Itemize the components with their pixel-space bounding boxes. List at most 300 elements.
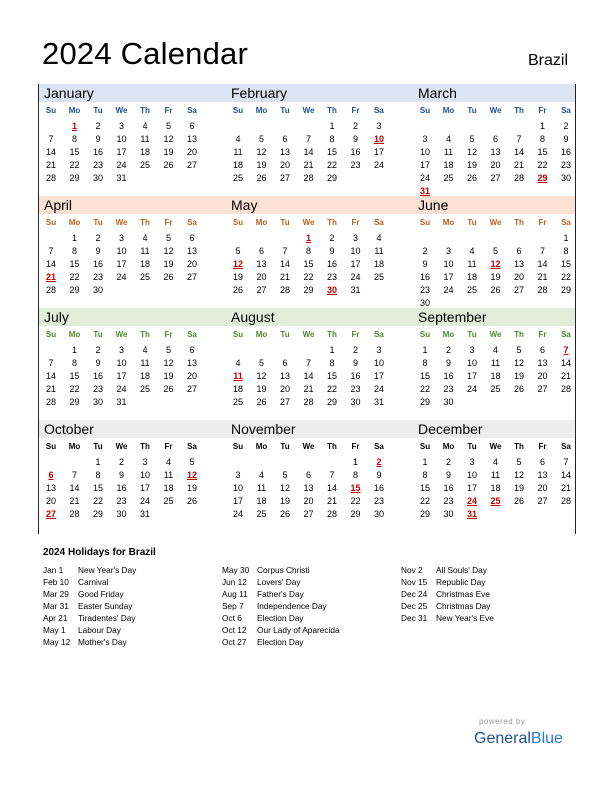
holiday-date: Jun 12	[222, 577, 247, 587]
day-cell: 9	[95, 246, 101, 256]
day-cell: 27	[186, 272, 197, 282]
weekday-label: Tu	[467, 106, 477, 115]
day-cell: 11	[233, 147, 243, 157]
day-cell: 6	[539, 345, 545, 355]
holiday-date: Dec 25	[401, 601, 428, 611]
holiday-day-cell: 21	[45, 272, 56, 282]
day-cell: 3	[118, 121, 124, 131]
day-cell: 15	[69, 147, 80, 157]
day-cell: 18	[490, 483, 501, 493]
day-cell: 8	[352, 470, 358, 480]
weekday-label: Tu	[280, 442, 290, 451]
day-cell: 2	[352, 345, 358, 355]
day-cell: 28	[303, 397, 314, 407]
day-cell: 2	[118, 457, 124, 467]
day-cell: 4	[235, 134, 241, 144]
day-cell: 4	[492, 345, 498, 355]
holiday-name: Christmas Day	[436, 601, 491, 611]
weekday-label: Tu	[93, 106, 103, 115]
weekday-label: We	[302, 442, 315, 451]
day-cell: 21	[560, 483, 571, 493]
day-cell: 2	[95, 121, 101, 131]
day-cell: 14	[513, 147, 524, 157]
holiday-name: New Year's Eve	[436, 613, 494, 623]
brand-logo[interactable]	[474, 730, 563, 748]
day-cell: 5	[492, 246, 498, 256]
holiday-item	[401, 612, 576, 624]
holiday-name: New Year's Day	[78, 565, 137, 575]
day-cell: 24	[373, 160, 384, 170]
holiday-day-cell: 12	[186, 470, 197, 480]
holiday-name: Labour Day	[78, 625, 121, 635]
day-cell: 18	[256, 496, 267, 506]
holiday-item	[222, 600, 397, 612]
day-cell: 30	[560, 173, 571, 183]
day-cell: 28	[537, 285, 548, 295]
day-cell: 12	[466, 147, 477, 157]
weekday-label: Fr	[538, 106, 547, 115]
weekday-label: Fr	[164, 106, 173, 115]
quarter-row	[39, 420, 575, 532]
brand-name-part2: Blue	[530, 730, 563, 747]
day-cell: 6	[492, 134, 498, 144]
weekday-label: Su	[232, 330, 244, 339]
weekday-label: Sa	[187, 330, 197, 339]
day-cell: 11	[140, 246, 150, 256]
day-cell: 27	[256, 285, 267, 295]
day-cell: 13	[186, 358, 197, 368]
holiday-name: Corpus Christi	[257, 565, 310, 575]
day-cell: 27	[513, 285, 524, 295]
weekday-label: Sa	[187, 218, 197, 227]
day-cell: 14	[279, 259, 290, 269]
weekday-label: Mo	[255, 330, 268, 339]
day-cell: 22	[69, 384, 80, 394]
holiday-name: Good Friday	[78, 589, 124, 599]
day-cell: 6	[189, 121, 195, 131]
weekday-label: Th	[514, 218, 524, 227]
month-header-band	[39, 308, 575, 326]
holiday-day-cell: 11	[233, 371, 243, 381]
day-cell: 21	[560, 371, 571, 381]
day-cell: 17	[466, 371, 477, 381]
month-name: February	[231, 85, 288, 101]
day-cell: 5	[235, 246, 241, 256]
day-cell: 10	[116, 134, 127, 144]
day-cell: 17	[419, 160, 430, 170]
day-cell: 29	[69, 285, 80, 295]
month-name: July	[44, 309, 69, 325]
day-cell: 13	[279, 147, 290, 157]
day-cell: 10	[232, 483, 243, 493]
day-cell: 8	[71, 358, 77, 368]
day-cell: 11	[140, 134, 150, 144]
holiday-item	[43, 576, 218, 588]
day-cell: 16	[326, 259, 337, 269]
weekday-label: We	[115, 330, 128, 339]
day-cell: 19	[163, 259, 174, 269]
day-cell: 2	[329, 233, 335, 243]
month-header-band	[39, 420, 575, 438]
weekday-label: We	[115, 442, 128, 451]
day-cell: 26	[513, 496, 524, 506]
holiday-day-cell: 7	[563, 345, 569, 355]
holiday-column	[222, 564, 397, 648]
weekday-label: Su	[45, 218, 57, 227]
brand-name-part1: General	[474, 730, 531, 747]
holiday-column	[401, 564, 576, 624]
day-cell: 22	[419, 496, 430, 506]
day-cell: 11	[374, 246, 384, 256]
day-cell: 30	[92, 285, 103, 295]
weekday-label: Su	[232, 106, 244, 115]
quarter-row	[39, 308, 575, 420]
day-cell: 5	[516, 457, 522, 467]
day-cell: 21	[45, 384, 56, 394]
day-cell: 2	[95, 345, 101, 355]
holiday-name: Election Day	[257, 637, 304, 647]
day-cell: 24	[443, 285, 454, 295]
day-cell: 6	[539, 457, 545, 467]
weekday-label: We	[489, 442, 502, 451]
day-cell: 3	[118, 233, 124, 243]
weekday-label: Tu	[93, 442, 103, 451]
day-cell: 9	[352, 358, 358, 368]
day-cell: 6	[258, 246, 264, 256]
day-cell: 23	[443, 384, 454, 394]
weekday-label: Fr	[351, 442, 360, 451]
day-cell: 19	[466, 160, 477, 170]
day-cell: 29	[69, 397, 80, 407]
day-cell: 24	[116, 384, 127, 394]
day-cell: 5	[165, 345, 171, 355]
day-cell: 15	[419, 371, 430, 381]
day-cell: 10	[466, 358, 477, 368]
day-cell: 5	[516, 345, 522, 355]
day-cell: 17	[373, 147, 384, 157]
day-cell: 27	[186, 160, 197, 170]
weekday-label: We	[115, 106, 128, 115]
weekday-label: Su	[232, 218, 244, 227]
weekday-label: Fr	[538, 442, 547, 451]
day-cell: 12	[163, 246, 174, 256]
day-cell: 26	[256, 173, 267, 183]
day-cell: 10	[466, 470, 477, 480]
day-cell: 26	[256, 397, 267, 407]
holiday-name: Republic Day	[436, 577, 486, 587]
day-cell: 20	[186, 371, 197, 381]
holiday-item	[43, 600, 218, 612]
month-name: March	[418, 85, 457, 101]
weekday-label: Tu	[93, 218, 103, 227]
day-cell: 23	[443, 496, 454, 506]
day-cell: 17	[116, 147, 127, 157]
weekday-label: Su	[419, 106, 431, 115]
day-cell: 29	[326, 173, 337, 183]
holiday-date: Nov 15	[401, 577, 428, 587]
day-cell: 28	[45, 173, 56, 183]
weekday-label: Tu	[280, 218, 290, 227]
day-cell: 18	[490, 371, 501, 381]
day-cell: 29	[419, 509, 430, 519]
day-cell: 16	[443, 483, 454, 493]
holiday-item	[43, 624, 218, 636]
day-cell: 16	[350, 371, 361, 381]
month-name: November	[231, 421, 296, 437]
weekday-label: Th	[514, 106, 524, 115]
month-name: June	[418, 197, 449, 213]
day-cell: 26	[232, 285, 243, 295]
day-cell: 12	[163, 358, 174, 368]
weekday-label: Su	[419, 442, 431, 451]
holiday-date: Jan 1	[43, 565, 64, 575]
day-cell: 8	[563, 246, 569, 256]
holiday-name: Tiradentes' Day	[78, 613, 136, 623]
holiday-date: Mar 31	[43, 601, 69, 611]
day-cell: 25	[256, 509, 267, 519]
day-cell: 24	[116, 272, 127, 282]
day-cell: 16	[92, 147, 103, 157]
holiday-day-cell: 31	[466, 509, 477, 519]
day-cell: 26	[163, 272, 174, 282]
day-cell: 16	[560, 147, 571, 157]
day-cell: 23	[92, 384, 103, 394]
day-cell: 15	[69, 259, 80, 269]
month-name: December	[418, 421, 483, 437]
day-cell: 4	[258, 470, 264, 480]
day-cell: 3	[469, 345, 475, 355]
weekday-label: Th	[140, 442, 150, 451]
day-cell: 3	[235, 470, 241, 480]
day-cell: 22	[326, 384, 337, 394]
day-cell: 12	[513, 470, 524, 480]
holiday-item	[401, 588, 576, 600]
day-cell: 10	[443, 259, 454, 269]
weekday-label: We	[489, 106, 502, 115]
day-cell: 7	[48, 246, 54, 256]
day-cell: 1	[95, 457, 101, 467]
day-cell: 9	[563, 134, 569, 144]
day-cell: 6	[189, 345, 195, 355]
day-cell: 1	[71, 345, 77, 355]
day-cell: 9	[95, 134, 101, 144]
day-cell: 26	[513, 384, 524, 394]
day-cell: 15	[560, 259, 571, 269]
day-cell: 4	[469, 246, 475, 256]
day-cell: 26	[466, 173, 477, 183]
day-cell: 17	[466, 483, 477, 493]
day-cell: 10	[350, 246, 361, 256]
day-cell: 1	[422, 457, 428, 467]
weekday-label: Th	[140, 106, 150, 115]
day-cell: 28	[560, 496, 571, 506]
quarter-row	[39, 84, 575, 196]
day-cell: 12	[279, 483, 290, 493]
day-cell: 14	[326, 483, 337, 493]
holiday-day-cell: 12	[232, 259, 243, 269]
day-cell: 22	[537, 160, 548, 170]
weekday-label: Mo	[68, 442, 81, 451]
weekday-label: We	[302, 106, 315, 115]
weekday-label: Mo	[68, 218, 81, 227]
day-cell: 16	[419, 272, 430, 282]
day-cell: 16	[116, 483, 127, 493]
day-cell: 22	[419, 384, 430, 394]
day-cell: 8	[95, 470, 101, 480]
month-name: September	[418, 309, 487, 325]
day-cell: 11	[443, 147, 454, 157]
day-cell: 4	[235, 358, 241, 368]
day-cell: 27	[490, 173, 501, 183]
day-cell: 30	[443, 509, 454, 519]
day-cell: 18	[139, 147, 150, 157]
day-cell: 19	[513, 371, 524, 381]
holiday-date: Oct 12	[222, 625, 247, 635]
day-cell: 11	[490, 470, 501, 480]
day-cell: 1	[352, 457, 358, 467]
day-cell: 16	[92, 371, 103, 381]
day-cell: 9	[445, 358, 451, 368]
weekday-label: Th	[140, 218, 150, 227]
day-cell: 14	[303, 147, 314, 157]
weekday-label: We	[302, 218, 315, 227]
day-cell: 8	[329, 134, 335, 144]
holiday-day-cell: 2	[376, 457, 382, 467]
day-cell: 24	[232, 509, 243, 519]
holidays-title: 2024 Holidays for Brazil	[43, 547, 156, 558]
day-cell: 5	[189, 457, 195, 467]
weekday-label: Mo	[442, 106, 455, 115]
month-name: April	[44, 197, 73, 213]
day-cell: 29	[419, 397, 430, 407]
weekday-label: Fr	[351, 330, 360, 339]
day-cell: 7	[516, 134, 522, 144]
holiday-day-cell: 6	[48, 470, 54, 480]
weekday-label: Th	[327, 330, 337, 339]
day-cell: 23	[560, 160, 571, 170]
day-cell: 11	[256, 483, 267, 493]
day-cell: 2	[95, 233, 101, 243]
day-cell: 3	[376, 345, 382, 355]
day-cell: 3	[376, 121, 382, 131]
weekday-label: Sa	[561, 218, 571, 227]
day-cell: 27	[537, 496, 548, 506]
day-cell: 5	[165, 233, 171, 243]
day-cell: 15	[326, 371, 337, 381]
day-cell: 26	[279, 509, 290, 519]
calendar-grid	[38, 84, 576, 534]
month-header-band	[39, 84, 575, 102]
day-cell: 2	[422, 246, 428, 256]
day-cell: 13	[303, 483, 314, 493]
day-cell: 21	[303, 160, 314, 170]
holiday-day-cell: 1	[71, 121, 77, 131]
holiday-name: Christmas Eve	[436, 589, 490, 599]
day-cell: 25	[443, 173, 454, 183]
day-cell: 6	[282, 358, 288, 368]
weekday-label: Sa	[374, 218, 384, 227]
day-cell: 13	[513, 259, 524, 269]
day-cell: 1	[71, 233, 77, 243]
day-cell: 9	[329, 246, 335, 256]
day-cell: 14	[560, 358, 571, 368]
day-cell: 30	[116, 509, 127, 519]
day-cell: 22	[326, 160, 337, 170]
day-cell: 31	[373, 397, 384, 407]
weekday-label: Sa	[374, 442, 384, 451]
holiday-day-cell: 24	[466, 496, 477, 506]
holiday-item	[222, 576, 397, 588]
day-cell: 2	[445, 345, 451, 355]
holiday-name: Lovers' Day	[257, 577, 301, 587]
weekday-label: Su	[45, 330, 57, 339]
holiday-date: Sep 7	[222, 601, 244, 611]
day-cell: 5	[282, 470, 288, 480]
holiday-day-cell: 12	[490, 259, 501, 269]
weekday-label: Mo	[255, 106, 268, 115]
holiday-column	[43, 564, 218, 648]
day-cell: 16	[443, 371, 454, 381]
day-cell: 20	[490, 160, 501, 170]
holiday-date: Apr 21	[43, 613, 68, 623]
day-cell: 24	[139, 496, 150, 506]
holiday-item	[43, 612, 218, 624]
day-cell: 19	[490, 272, 501, 282]
day-cell: 21	[326, 496, 337, 506]
day-cell: 5	[165, 121, 171, 131]
day-cell: 19	[256, 384, 267, 394]
day-cell: 16	[350, 147, 361, 157]
day-cell: 10	[373, 358, 384, 368]
day-cell: 10	[139, 470, 150, 480]
day-cell: 21	[537, 272, 548, 282]
holiday-date: Mar 29	[43, 589, 69, 599]
day-cell: 20	[303, 496, 314, 506]
day-cell: 20	[279, 384, 290, 394]
day-cell: 17	[139, 483, 150, 493]
day-cell: 29	[326, 397, 337, 407]
day-cell: 22	[303, 272, 314, 282]
day-cell: 7	[539, 246, 545, 256]
day-cell: 25	[466, 285, 477, 295]
weekday-label: We	[115, 218, 128, 227]
day-cell: 13	[186, 134, 197, 144]
holiday-item	[43, 564, 218, 576]
weekday-label: Tu	[467, 218, 477, 227]
holiday-item	[222, 564, 397, 576]
day-cell: 22	[350, 496, 361, 506]
day-cell: 20	[513, 272, 524, 282]
day-cell: 22	[69, 160, 80, 170]
day-cell: 1	[329, 121, 335, 131]
day-cell: 3	[142, 457, 148, 467]
weekday-label: Tu	[280, 106, 290, 115]
day-cell: 21	[513, 160, 524, 170]
day-cell: 14	[560, 470, 571, 480]
month-name: May	[231, 197, 258, 213]
day-cell: 24	[419, 173, 430, 183]
day-cell: 4	[492, 457, 498, 467]
day-cell: 20	[186, 259, 197, 269]
holiday-day-cell: 1	[305, 233, 311, 243]
day-cell: 7	[282, 246, 288, 256]
holiday-name: Father's Day	[257, 589, 304, 599]
day-cell: 21	[45, 160, 56, 170]
day-cell: 6	[282, 134, 288, 144]
day-cell: 14	[303, 371, 314, 381]
day-cell: 30	[350, 397, 361, 407]
holiday-date: Dec 24	[401, 589, 428, 599]
